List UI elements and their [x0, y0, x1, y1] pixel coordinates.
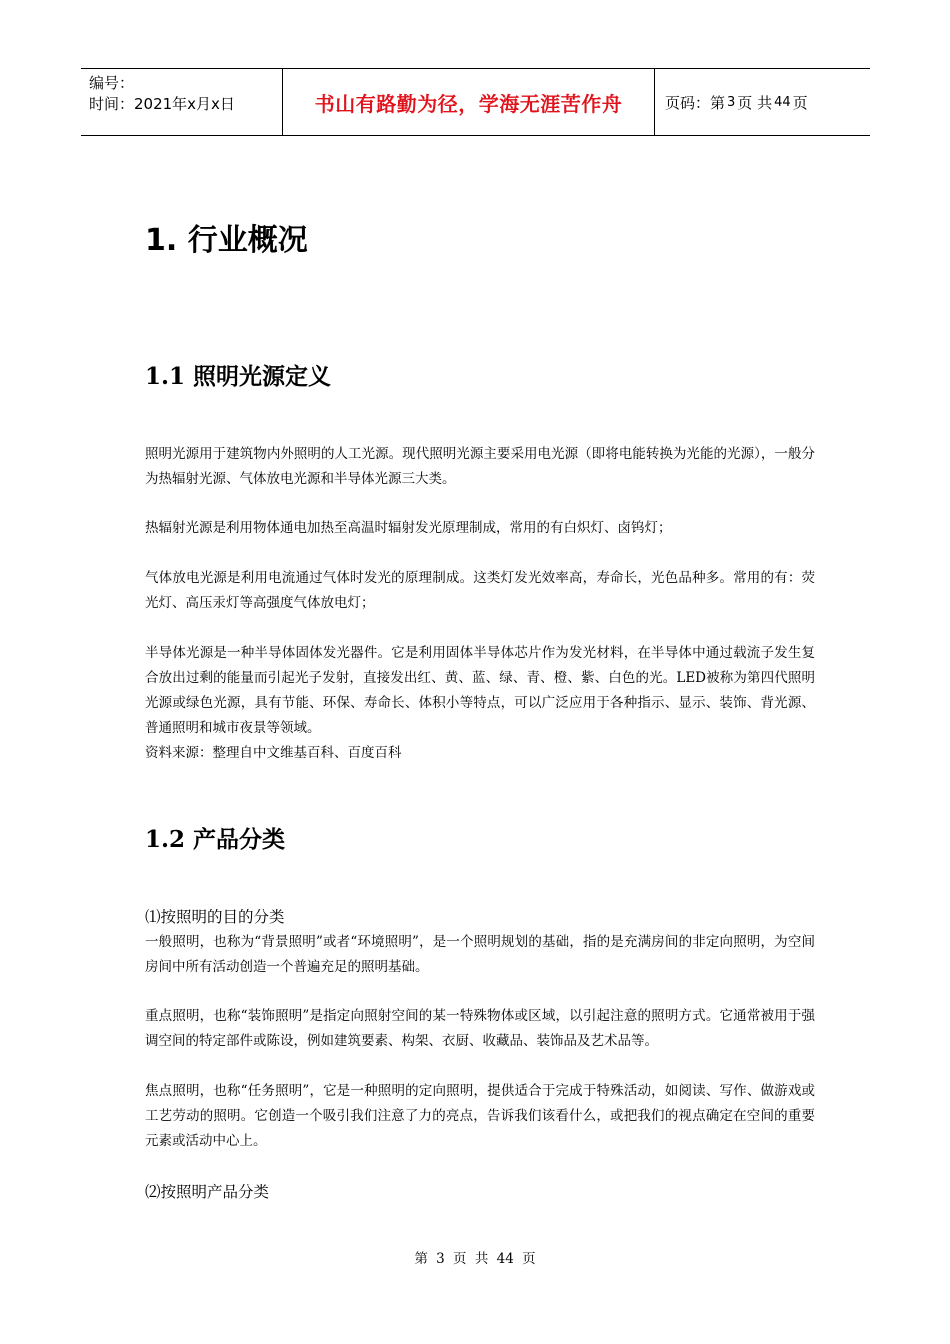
page-header	[81, 68, 870, 136]
chapter-title: 1. 行业概况	[145, 223, 308, 258]
subsection-by-product: ⑵按照明产品分类	[145, 1183, 270, 1201]
document-number-label: 编号：	[89, 74, 135, 92]
document-date: 时间：2021年x月x日	[89, 95, 235, 113]
paragraph-thermal: 热辐射光源是利用物体通电加热至高温时辐射发光原理制成，常用的有白炽灯、卤钨灯；	[145, 520, 672, 536]
header-meta	[81, 69, 282, 135]
page-total: 44	[774, 94, 791, 110]
page-footer: 第 3 页 共 44 页	[414, 1251, 536, 1267]
page-current: 3	[727, 94, 736, 110]
header-motto: 书山有路勤为径，学海无涯苦作舟	[282, 69, 655, 135]
paragraph-semiconductor: 半导体光源是一种半导体固体发光器件。它是利用固体半导体芯片作为发光材料，在半导体中通过载流子发生复合放出过剩的能量而引起光子发射，直接发出红、黄、蓝、绿、青、橙、紫、白色的光。LED被称为第四代照明光源或绿色光源，具有节能、环保、寿命长、体积小等特点，可以广泛应用于各种指示、显示、装饰、背光源、普通照明和城市夜景等领域。	[145, 645, 815, 736]
section-1-2-title: 1.2 产品分类	[145, 826, 286, 853]
paragraph-general-lighting: 一般照明，也称为“背景照明”或者“环境照明”，是一个照明规划的基础，指的是充满房间的非定向照明，为空间房间中所有活动创造一个普遍充足的照明基础。	[145, 934, 815, 975]
header-page-info	[655, 69, 870, 135]
paragraph-gas-discharge: 气体放电光源是利用电流通过气体时发光的原理制成。这类灯发光效率高，寿命长，光色品种多。常用的有：荧光灯、高压汞灯等高强度气体放电灯；	[145, 570, 815, 611]
section-1-1-title: 1.1 照明光源定义	[145, 363, 332, 390]
page-prefix: 页码：第	[665, 93, 726, 112]
paragraph-source: 资料来源：整理自中文维基百科、百度百科	[145, 745, 402, 761]
paragraph-definition: 照明光源用于建筑物内外照明的人工光源。现代照明光源主要采用电光源（即将电能转换为光能的光源），一般分为热辐射光源、气体放电光源和半导体光源三大类。	[145, 446, 815, 487]
page-mid: 页 共	[737, 93, 773, 112]
paragraph-accent-lighting: 重点照明，也称“装饰照明”是指定向照射空间的某一特殊物体或区域，以引起注意的照明方式。它通常被用于强调空间的特定部件或陈设，例如建筑要素、构架、衣厨、收藏品、装饰品及艺术品等。	[145, 1008, 815, 1049]
page-suffix: 页	[792, 93, 808, 112]
paragraph-task-lighting: 焦点照明，也称“任务照明”，它是一种照明的定向照明，提供适合于完成于特殊活动，如阅读、写作、做游戏或工艺劳动的照明。它创造一个吸引我们注意了力的亮点，告诉我们该看什么，或把我们的视点确定在空间的重要元素或活动中心上。	[145, 1083, 815, 1149]
subsection-by-purpose: ⑴按照明的目的分类	[145, 908, 285, 926]
